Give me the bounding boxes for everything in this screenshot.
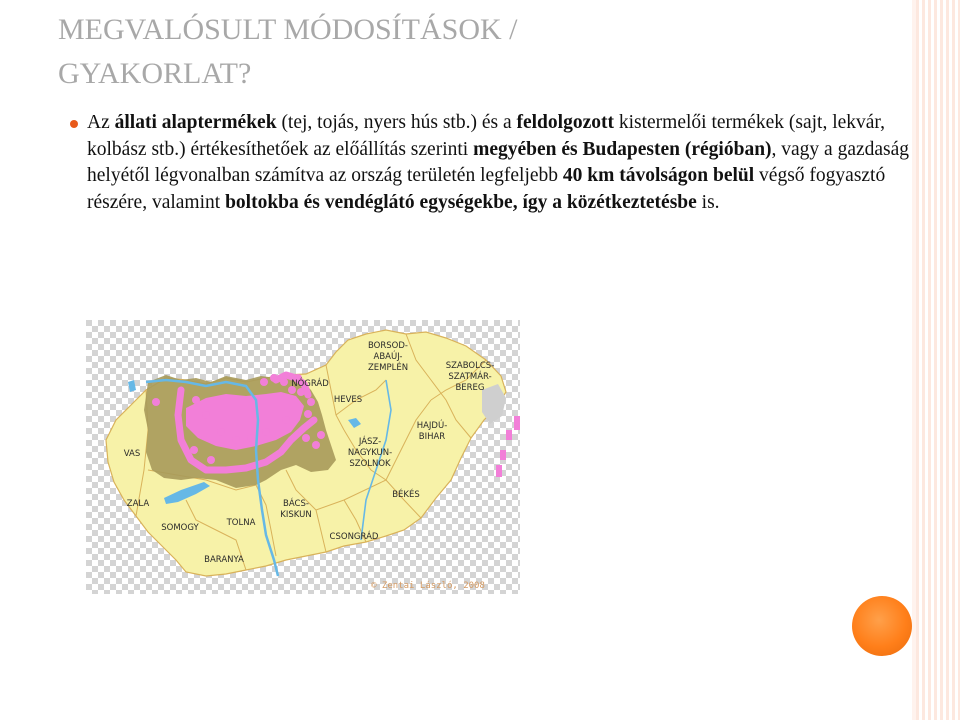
slide-title-line2: GYAKORLAT? — [58, 57, 252, 90]
label-hajdu: HAJDÚ-BIHAR — [416, 421, 448, 442]
hungary-county-map — [86, 320, 520, 594]
right-stripe-decoration — [916, 0, 960, 720]
label-bekes: BÉKÉS — [392, 490, 420, 500]
label-tolna: TOLNA — [226, 518, 256, 528]
label-csongrad: CSONGRÁD — [329, 532, 379, 542]
slide-title-line1: MEGVALÓSULT MÓDOSÍTÁSOK / — [58, 13, 518, 46]
paragraph-text-5: végső fogyasztó részére, valamint — [87, 165, 886, 213]
paragraph-bold-1: állati alaptermékek — [114, 112, 277, 133]
paragraph-text-2: (tej, tojás, nyers hús stb.) és a — [276, 112, 517, 133]
label-szabolcs: SZABOLCS-SZATMÁR-BEREG — [445, 361, 495, 393]
bullet-icon — [70, 120, 78, 128]
paragraph-text-4: , vagy a gazdaság helyétől légvonalban számítva az ország területén legfeljebb — [87, 138, 910, 186]
orange-circle-decoration — [852, 596, 912, 656]
paragraph-bold-3: megyében és Budapesten (régióban) — [473, 138, 772, 160]
label-vas: VAS — [123, 449, 141, 459]
slide-paragraph — [87, 110, 927, 216]
right-stripe-edge — [912, 0, 916, 720]
label-heves: HEVES — [333, 395, 363, 405]
label-somogy: SOMOGY — [161, 523, 199, 533]
label-baranya: BARANYA — [204, 555, 244, 565]
paragraph-bold-5: boltokba és vendéglátó egységekbe, így a közétkeztetésbe — [225, 191, 697, 213]
paragraph-text-1: Az — [87, 112, 115, 133]
map-copyright: © Zentai László, 2008 — [371, 581, 485, 591]
paragraph-bold-4: 40 km távolságon belül — [562, 165, 755, 186]
label-borsod: BORSOD-ABAÚJ-ZEMPLÉN — [367, 341, 409, 373]
paragraph-text-3: kistermelői termékek (sajt, lekvár, kolbász stb.) értékesíthetőek az előállítás szerinti — [87, 112, 886, 160]
label-zala: ZALA — [126, 499, 150, 509]
label-jasz: JÁSZ-NAGYKUN-SZOLNOK — [347, 437, 393, 469]
slide-title — [58, 8, 898, 96]
label-nograd: NÓGRÁD — [291, 379, 329, 389]
paragraph-text-6: is. — [696, 191, 720, 213]
paragraph-bold-2: feldolgozott — [516, 112, 614, 133]
label-bacs: BÁCS-KISKUN — [280, 499, 312, 520]
